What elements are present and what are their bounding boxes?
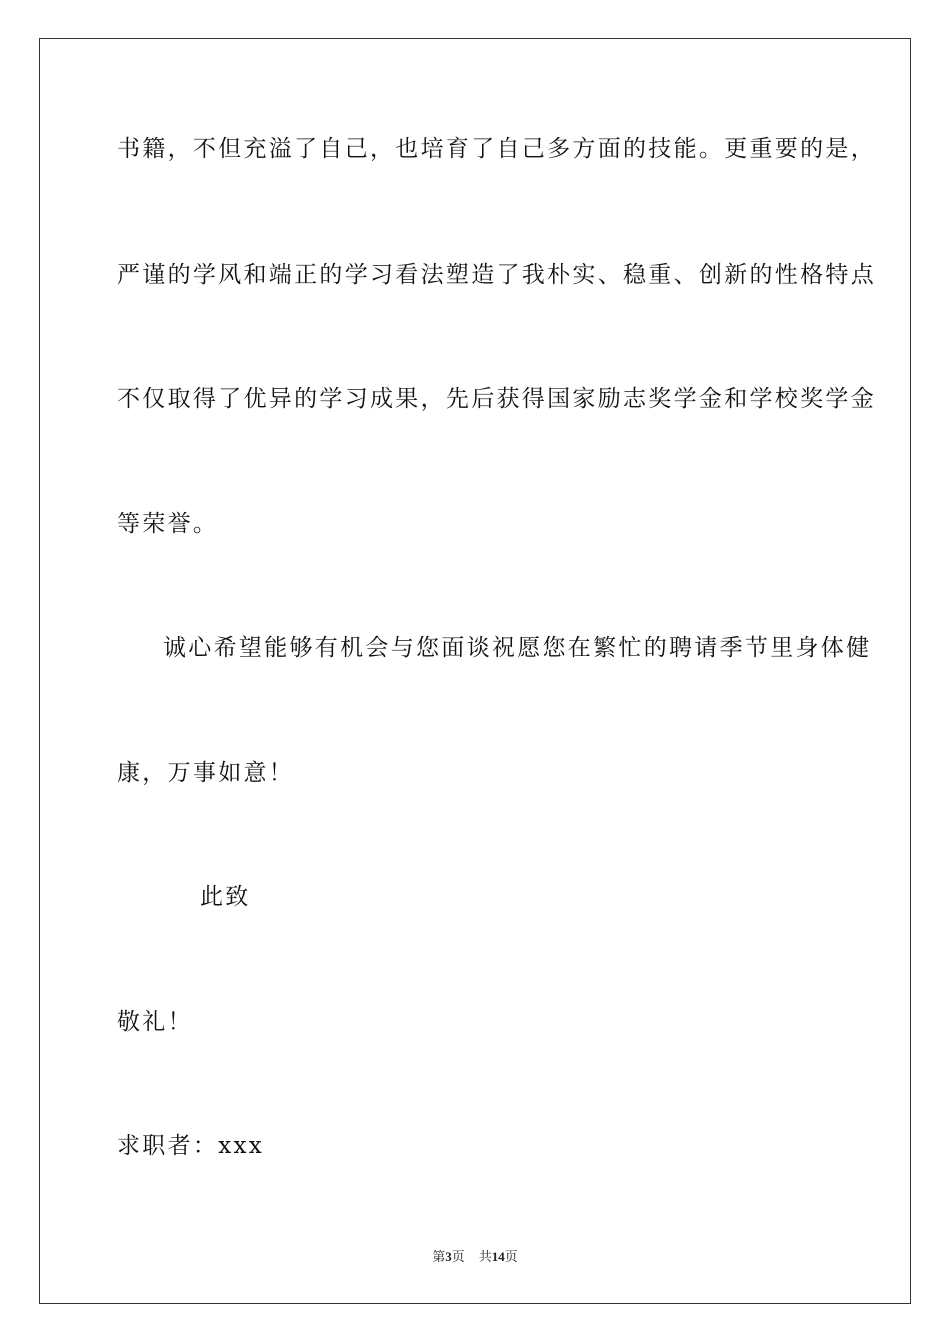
total-pages-number: 14: [491, 1249, 505, 1264]
closing-salutation: 此致: [200, 884, 251, 910]
total-prefix: 共: [478, 1249, 492, 1264]
body-line-2: 严谨的学风和端正的学习看法塑造了我朴实、稳重、创新的性格特点: [117, 262, 876, 288]
signature-line: 求职者：xxx: [117, 1133, 265, 1159]
body-line-4: 等荣誉。: [117, 511, 219, 537]
closing-regards: 敬礼！: [117, 1009, 193, 1035]
body-line-3: 不仅取得了优异的学习成果，先后获得国家励志奖学金和学校奖学金: [117, 386, 876, 412]
current-page-number: 3: [445, 1249, 452, 1264]
page-footer: [0, 1248, 950, 1266]
body-line-1: 书籍，不但充溢了自己，也培育了自己多方面的技能。更重要的是，: [117, 136, 876, 162]
page-border: [39, 38, 911, 1304]
page-suffix: 页: [451, 1249, 465, 1264]
page-prefix: 第: [432, 1249, 446, 1264]
total-suffix: 页: [504, 1249, 518, 1264]
body-line-6: 康，万事如意！: [117, 760, 295, 786]
body-line-5: 诚心希望能够有机会与您面谈祝愿您在繁忙的聘请季节里身体健: [163, 635, 872, 661]
